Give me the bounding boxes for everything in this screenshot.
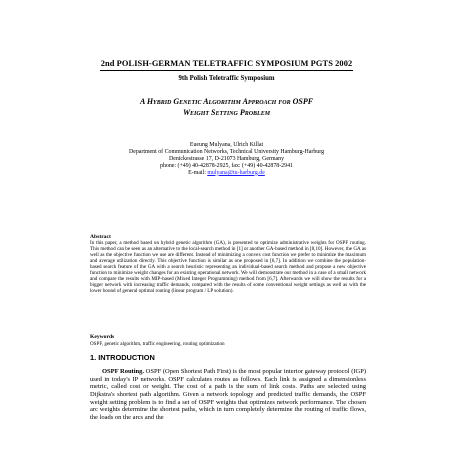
intro-body: OSPF (Open Shortest Path First) is the most popular interior gateway protocol (IGP) used in today's IP networks. OSPF calculates routes as follows. Each link is assigned a dimensionless metric, called cost or weight. The cost of a path is the sum of link costs. Paths are selected using Dijkstra's shortest path algorithm. Given a network topology and predicted traffic demands, the OSPF weight setting problem is to find a set of OSPF weights that optimizes network performance. The chosen arc weights determine the shortest paths, which in turn completely determine the routing of traffic flows, the loads on the arcs and the xyxy=(90,368,366,421)
symposium-header: 2nd POLISH-GERMAN TELETRAFFIC SYMPOSIUM PGTS 2002 xyxy=(100,59,353,68)
introduction-paragraph xyxy=(90,368,366,422)
intro-lead-in: OSPF Routing. xyxy=(102,368,145,375)
author-names: Eueung Mulyana, Ulrich Killat xyxy=(189,142,264,148)
author-department: Department of Communication Networks, Technical University Hamburg-Harburg xyxy=(128,148,325,155)
abstract-heading: Abstract xyxy=(90,234,111,240)
paper-title-line-2: Weight Setting Problem xyxy=(182,107,271,117)
subsymposium-header: 9th Polish Teletraffic Symposium xyxy=(178,75,275,82)
author-address: Denickestrasse 17, D-21073 Hamburg, Germany xyxy=(168,155,285,162)
section-heading-introduction: 1. INTRODUCTION xyxy=(90,353,155,362)
author-phone: phone: (+49) 40-42878-2925, fax: (+49) 40-42878-2941 xyxy=(160,162,293,169)
abstract-text: In this paper, a method based on hybrid genetic algorithm (GA), is presented to optimize administrative weights for OSPF routing. This method can be seen as an alternative to the local-search method in [1] or another GA-based method in [8,10]. However, the GA as well as the objective function we use are different. Instead of minimizing a convex cost function we prefer to minimize the maximum and average utilization directly. This objective function is similar as one proposed in [6,7]. In addition we combine the population-based search feature of the GA with a search heuristic representing an individual-based search method and propose a new objective function to minimize weight changes for an existing operational network. We will demonstrate our method in a case of a small network and compare the results with MIP-based (Mixed Integer Programming) method from [6,7]. Afterwards we will show the results for a bigger network with increasing traffic demands, compared with the results of some conventional weight settings as well as with the lower bound of general optimal routing (linear program / LP solution). xyxy=(90,240,366,294)
email-link[interactable]: mulyana@tu-harburg.de xyxy=(207,169,265,176)
paper-title xyxy=(0,97,453,118)
email-label: E-mail: xyxy=(188,169,208,176)
keywords-heading: Keywords xyxy=(90,334,115,340)
header-rule xyxy=(100,70,353,71)
keywords-text: OSPF, genetic algorithm, traffic engineering, routing optimization xyxy=(90,341,225,347)
author-block xyxy=(0,142,453,177)
author-email-line xyxy=(0,170,453,177)
paper-title-line-1: A Hybrid Genetic Algorithm Approach for OSPF xyxy=(139,97,314,106)
